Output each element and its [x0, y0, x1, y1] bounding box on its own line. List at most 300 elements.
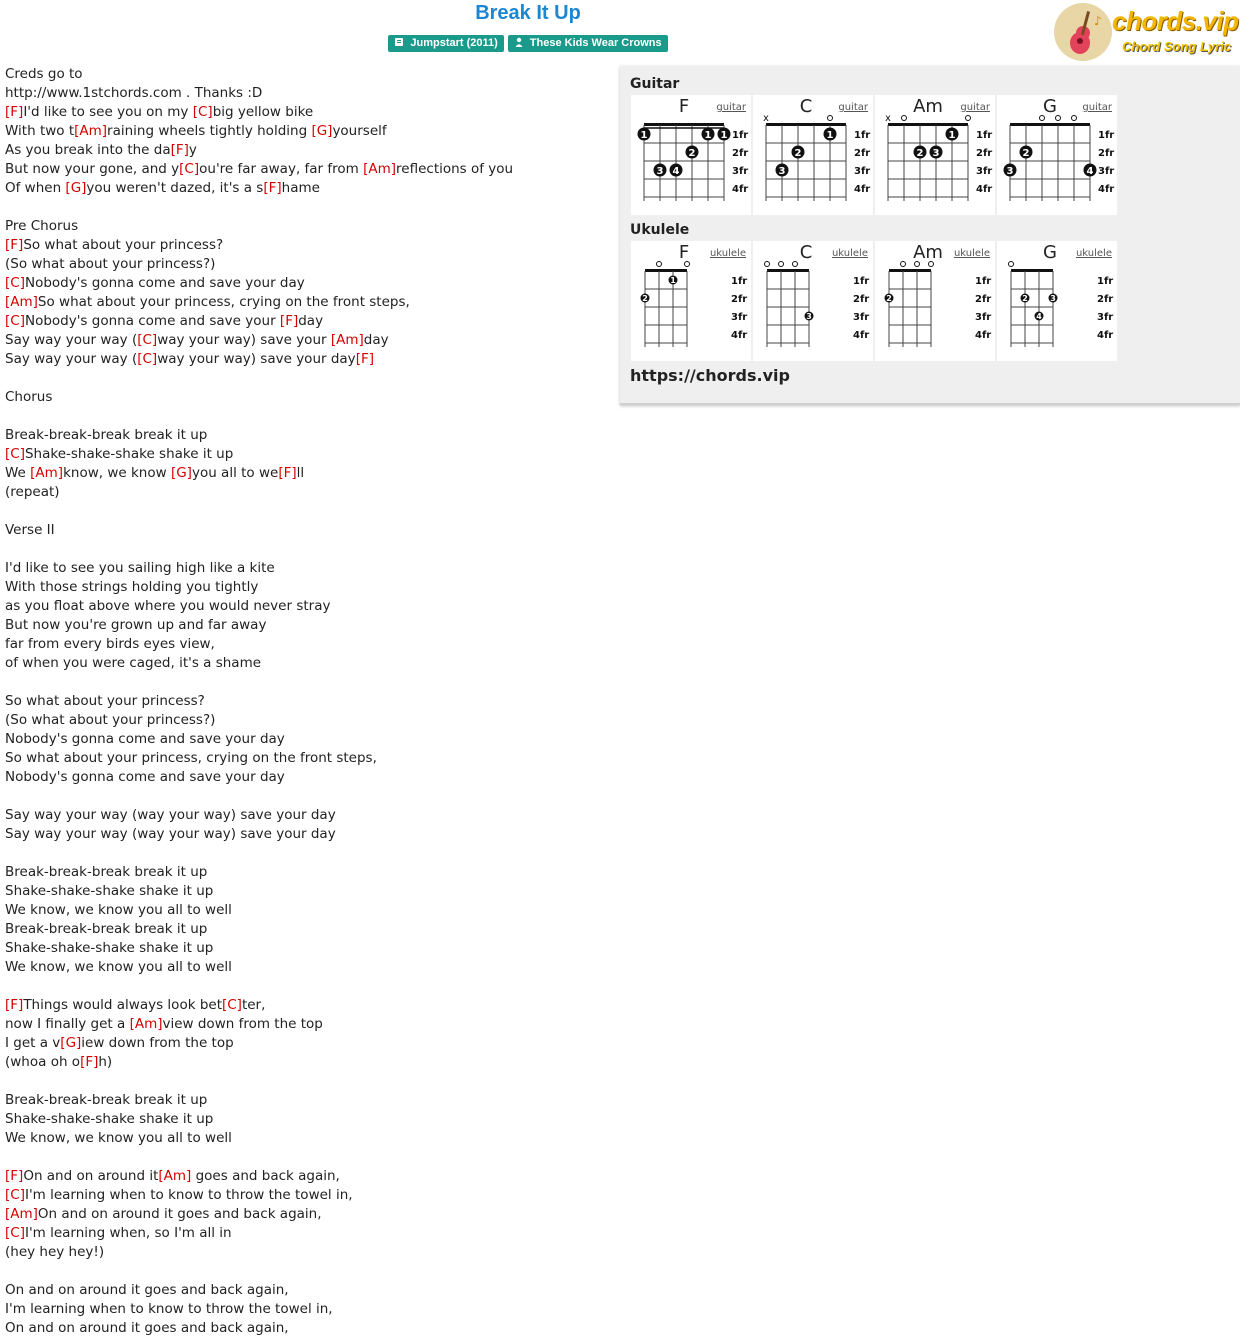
chord-marker[interactable]: [F]	[5, 1168, 24, 1184]
muted-string-marker: x	[763, 113, 769, 124]
lyric-line	[5, 616, 610, 635]
lyric-text: I'm learning when to know to throw the towel in,	[24, 1187, 353, 1203]
fret-label: 4fr	[731, 330, 748, 341]
chord-name: F	[678, 242, 690, 263]
lyric-line	[5, 331, 610, 350]
chord-name: C	[799, 242, 813, 263]
lyric-line	[5, 65, 610, 84]
logo-tagline: Chord Song Lyric	[1122, 39, 1232, 54]
open-string-marker	[765, 262, 770, 267]
lyric-blank-line	[5, 1072, 610, 1091]
open-string-marker	[1056, 116, 1061, 121]
lyric-blank-line	[5, 844, 610, 863]
lyric-text: Pre Chorus	[5, 218, 79, 234]
chord-marker[interactable]: [F]	[5, 104, 24, 120]
chord-marker[interactable]: [G]	[311, 123, 333, 139]
lyric-text: Break-break-break break it up	[5, 864, 208, 880]
chord-marker[interactable]: [C]	[192, 104, 213, 120]
muted-string-marker: x	[885, 113, 891, 124]
chord-marker[interactable]: [C]	[5, 275, 25, 291]
chord-name: C	[799, 96, 813, 117]
lyric-text: As you break into the da	[5, 142, 171, 158]
finger-number: 2	[1022, 148, 1030, 159]
lyric-text: ll	[296, 465, 305, 481]
lyric-text: Shake-shake-shake shake it up	[24, 446, 234, 462]
chord-marker[interactable]: [G]	[170, 465, 192, 481]
guitar-heading: Guitar	[630, 76, 680, 92]
fret-label: 3fr	[731, 312, 748, 323]
guitar-chord-card-am[interactable]	[875, 95, 995, 215]
nut	[889, 269, 931, 272]
fret-label: 1fr	[853, 276, 870, 287]
finger-number: 2	[794, 148, 802, 159]
finger-number: 4	[1036, 312, 1042, 321]
finger-number: 2	[642, 294, 648, 303]
lyric-text: On and on around it goes and back again,	[5, 1320, 289, 1336]
lyric-text: iew down from the top	[81, 1035, 234, 1051]
chord-marker[interactable]: [Am]	[330, 332, 364, 348]
chord-marker[interactable]: [C]	[5, 1187, 25, 1203]
chord-name: G	[1043, 96, 1057, 117]
fret-label: 2fr	[853, 294, 870, 305]
finger-number: 3	[1006, 166, 1014, 177]
lyric-text: We know, we know you all to well	[5, 902, 232, 918]
chord-marker[interactable]: [F]	[279, 313, 299, 329]
lyric-text: So what about your princess?	[23, 237, 224, 253]
album-badge[interactable]	[388, 35, 503, 52]
lyric-text: Break-break-break break it up	[5, 1092, 208, 1108]
lyric-blank-line	[5, 977, 610, 996]
lyric-line	[5, 863, 610, 882]
open-string-marker	[902, 116, 907, 121]
chord-marker[interactable]: [F]	[170, 142, 189, 158]
lyric-line	[5, 236, 610, 255]
fret-label: 1fr	[1098, 130, 1115, 141]
lyric-text: goes and back again,	[191, 1168, 340, 1184]
svg-text:♪: ♪	[1094, 14, 1102, 28]
lyric-text: Of when	[5, 180, 66, 196]
lyric-text: On and on around it goes and back again,	[37, 1206, 322, 1222]
guitar-chord-diagram	[631, 95, 751, 215]
lyric-line	[5, 920, 610, 939]
instrument-link[interactable]: ukulele	[831, 248, 868, 259]
lyric-line	[5, 559, 610, 578]
lyric-text: Shake-shake-shake shake it up	[5, 1111, 214, 1127]
lyric-line	[5, 122, 610, 141]
lyric-text: Nobody's gonna come and save your	[24, 313, 280, 329]
guitar-chord-card-c[interactable]	[753, 95, 873, 215]
lyric-text: of when you were caged, it's a shame	[5, 655, 262, 671]
lyric-line	[5, 692, 610, 711]
lyric-text: But now you're grown up and far away	[5, 617, 267, 633]
lyric-line	[5, 1224, 610, 1243]
chord-marker[interactable]: [Am]	[5, 294, 38, 310]
site-logo[interactable]	[1054, 3, 1238, 63]
lyric-line	[5, 1300, 610, 1319]
fret-label: 1fr	[731, 276, 748, 287]
finger-number: 2	[916, 148, 924, 159]
lyric-line	[5, 939, 610, 958]
lyric-blank-line	[5, 540, 610, 559]
nut	[766, 123, 846, 126]
lyric-line	[5, 1015, 610, 1034]
finger-number: 1	[720, 130, 728, 141]
ukulele-chord-card-f[interactable]	[631, 241, 751, 361]
lyric-text: We know, we know you all to well	[5, 1130, 232, 1146]
finger-number: 4	[1086, 166, 1094, 177]
lyric-text: far from every birds eyes view,	[5, 636, 215, 652]
finger-number: 4	[672, 166, 680, 177]
lyric-text: On and on around it	[23, 1168, 159, 1184]
open-string-marker	[657, 262, 662, 267]
lyric-text: I'm learning when, so I'm all in	[24, 1225, 232, 1241]
lyric-text: Say way your way (way your way) save your day	[5, 826, 336, 842]
lyric-line	[5, 103, 610, 122]
lyric-line	[5, 141, 610, 160]
lyric-line	[5, 1205, 610, 1224]
nut	[1010, 123, 1090, 126]
lyric-text: I get a v	[5, 1035, 61, 1051]
lyric-text: So what about your princess, crying on the front steps,	[5, 750, 377, 766]
lyric-text: ter,	[241, 997, 266, 1013]
song-badges	[0, 35, 1056, 52]
lyric-text: h)	[98, 1054, 113, 1070]
lyric-text: I'd like to see you sailing high like a kite	[5, 560, 275, 576]
lyric-line	[5, 1186, 610, 1205]
chord-marker[interactable]: [Am]	[158, 1168, 192, 1184]
instrument-link[interactable]: guitar	[1082, 102, 1112, 113]
chord-marker[interactable]: [C]	[179, 161, 200, 177]
lyric-blank-line	[5, 407, 610, 426]
lyric-blank-line	[5, 673, 610, 692]
lyric-line	[5, 312, 610, 331]
lyric-text: Nobody's gonna come and save your day	[5, 769, 285, 785]
finger-number: 1	[640, 130, 648, 141]
finger-number: 1	[826, 130, 834, 141]
instrument-link[interactable]: ukulele	[709, 248, 746, 259]
finger-number: 1	[704, 130, 712, 141]
lyric-text: Say way your way (	[5, 332, 138, 348]
logo-brand: chords.vip	[1112, 6, 1239, 36]
lyric-line	[5, 597, 610, 616]
lyric-text: But now your gone, and y	[5, 161, 180, 177]
lyric-line	[5, 179, 610, 198]
open-string-marker	[1009, 262, 1014, 267]
finger-number: 3	[1050, 294, 1056, 303]
lyric-line	[5, 901, 610, 920]
lyric-line	[5, 882, 610, 901]
lyric-text: way your way) save your day	[157, 351, 356, 367]
finger-number: 3	[656, 166, 664, 177]
lyric-line	[5, 749, 610, 768]
artist-badge[interactable]	[508, 35, 668, 52]
lyric-line	[5, 426, 610, 445]
instrument-link[interactable]: ukulele	[953, 248, 990, 259]
lyric-text: We	[5, 465, 31, 481]
ukulele-chord-diagram	[631, 241, 751, 361]
lyric-line	[5, 635, 610, 654]
open-string-marker	[828, 116, 833, 121]
lyric-text: With two t	[5, 123, 75, 139]
instrument-link[interactable]: guitar	[716, 102, 746, 113]
lyric-text: raining wheels tightly holding	[107, 123, 312, 139]
ukulele-chord-card-g[interactable]	[997, 241, 1117, 361]
lyric-text: ou're far away, far from	[199, 161, 364, 177]
lyric-text: Break-break-break break it up	[5, 921, 208, 937]
fret-label: 3fr	[853, 312, 870, 323]
lyric-line	[5, 806, 610, 825]
finger-number: 2	[1022, 294, 1028, 303]
chord-marker[interactable]: [C]	[5, 1225, 25, 1241]
nut	[1011, 269, 1053, 272]
chord-marker[interactable]: [C]	[137, 351, 158, 367]
chord-marker[interactable]: [F]	[263, 180, 282, 196]
lyric-text: Say way your way (way your way) save your day	[5, 807, 336, 823]
lyric-text: yourself	[332, 123, 387, 139]
user-icon	[514, 37, 524, 47]
lyric-line	[5, 1129, 610, 1148]
fret-label: 3fr	[976, 166, 993, 177]
fret-label: 2fr	[976, 148, 993, 159]
chord-marker[interactable]: [Am]	[129, 1016, 163, 1032]
fret-label: 3fr	[1097, 312, 1114, 323]
lyric-text: know, we know	[63, 465, 171, 481]
chord-marker[interactable]: [Am]	[5, 1206, 38, 1222]
lyric-line	[5, 768, 610, 787]
lyric-text: Creds go to	[5, 66, 83, 82]
lyric-text: Say way your way (	[5, 351, 138, 367]
lyric-line	[5, 730, 610, 749]
lyric-text: (repeat)	[5, 484, 60, 500]
lyric-text: (So what about your princess?)	[5, 256, 216, 272]
lyric-line	[5, 445, 610, 464]
fret-label: 1fr	[854, 130, 871, 141]
lyric-text: We know, we know you all to well	[5, 959, 232, 975]
lyric-blank-line	[5, 787, 610, 806]
lyric-text: big yellow bike	[212, 104, 314, 120]
ukulele-chord-diagram	[997, 241, 1117, 361]
instrument-link[interactable]: guitar	[960, 102, 990, 113]
ukulele-chord-card-c[interactable]	[753, 241, 873, 361]
lyric-text: day	[298, 313, 324, 329]
fret-label: 4fr	[854, 184, 871, 195]
finger-number: 1	[948, 130, 956, 141]
lyric-text: Nobody's gonna come and save your day	[24, 275, 305, 291]
finger-number: 3	[806, 312, 812, 321]
chord-name: F	[678, 96, 690, 117]
fret-label: 3fr	[854, 166, 871, 177]
lyric-blank-line	[5, 1148, 610, 1167]
lyric-line	[5, 958, 610, 977]
lyrics-body	[5, 65, 610, 1338]
lyric-line	[5, 464, 610, 483]
fret-label: 4fr	[975, 330, 992, 341]
chord-marker[interactable]: [C]	[5, 446, 25, 462]
fret-label: 3fr	[975, 312, 992, 323]
fret-label: 2fr	[975, 294, 992, 305]
lyric-line	[5, 1034, 610, 1053]
lyric-blank-line	[5, 1262, 610, 1281]
album-badge-label: Jumpstart (2011)	[410, 37, 498, 49]
lyric-line	[5, 521, 610, 540]
lyric-text: So what about your princess?	[5, 693, 205, 709]
lyric-text: day	[363, 332, 389, 348]
lyric-text: you all to we	[191, 465, 279, 481]
guitar-chord-card-g[interactable]	[997, 95, 1117, 215]
lyric-line	[5, 255, 610, 274]
lyric-text: Nobody's gonna come and save your day	[5, 731, 285, 747]
nut	[767, 269, 809, 272]
lyric-line	[5, 578, 610, 597]
lyric-blank-line	[5, 369, 610, 388]
lyric-text: reflections of you	[396, 161, 514, 177]
chord-marker[interactable]: [C]	[221, 997, 242, 1013]
artist-badge-label: These Kids Wear Crowns	[529, 37, 662, 49]
fret-label: 4fr	[976, 184, 993, 195]
ukulele-chord-diagram	[753, 241, 873, 361]
lyric-line	[5, 1319, 610, 1338]
finger-number: 3	[778, 166, 786, 177]
lyric-line	[5, 711, 610, 730]
chord-marker[interactable]: [Am]	[30, 465, 64, 481]
instrument-link[interactable]: ukulele	[1075, 248, 1112, 259]
finger-number: 3	[932, 148, 940, 159]
fret-label: 2fr	[1098, 148, 1115, 159]
chord-name: Am	[913, 242, 943, 263]
chord-name: Am	[913, 96, 943, 117]
lyric-line	[5, 350, 610, 369]
lyric-line	[5, 84, 610, 103]
book-icon	[394, 37, 404, 47]
lyric-text: Break-break-break break it up	[5, 427, 208, 443]
chord-marker[interactable]: [G]	[60, 1035, 82, 1051]
nut	[645, 269, 687, 272]
lyric-line	[5, 996, 610, 1015]
lyric-text: I'd like to see you on my	[23, 104, 193, 120]
fret-label: 1fr	[975, 276, 992, 287]
lyric-text: Shake-shake-shake shake it up	[5, 883, 214, 899]
fret-label: 2fr	[854, 148, 871, 159]
lyric-line	[5, 217, 610, 236]
chord-marker[interactable]: [Am]	[363, 161, 397, 177]
lyric-line	[5, 483, 610, 502]
fret-label: 2fr	[732, 148, 749, 159]
guitar-chord-diagram	[875, 95, 995, 215]
chord-marker[interactable]: [Am]	[74, 123, 108, 139]
lyric-text: So what about your princess, crying on the front steps,	[37, 294, 410, 310]
fret-label: 2fr	[731, 294, 748, 305]
lyric-text: (whoa oh o	[5, 1054, 81, 1070]
finger-number: 2	[886, 294, 892, 303]
nut	[888, 123, 968, 126]
lyric-line	[5, 388, 610, 407]
lyric-text: way your way) save your	[157, 332, 331, 348]
lyric-text: Things would always look bet	[23, 997, 222, 1013]
chord-marker[interactable]: [G]	[65, 180, 87, 196]
lyric-text: hame	[281, 180, 320, 196]
lyric-text: (hey hey hey!)	[5, 1244, 105, 1260]
ukulele-heading: Ukulele	[630, 222, 690, 238]
fret-label: 1fr	[1097, 276, 1114, 287]
chord-marker[interactable]: [C]	[137, 332, 158, 348]
open-string-marker	[966, 116, 971, 121]
lyric-line	[5, 293, 610, 312]
lyric-text: I'm learning when to know to throw the towel in,	[5, 1301, 333, 1317]
guitar-chord-card-f[interactable]	[631, 95, 751, 215]
lyric-line	[5, 654, 610, 673]
lyric-text: Chorus	[5, 389, 53, 405]
ukulele-chord-card-am[interactable]	[875, 241, 995, 361]
lyric-line	[5, 1053, 610, 1072]
lyric-text: With those strings holding you tightly	[5, 579, 259, 595]
guitar-logo-icon	[1054, 3, 1112, 61]
lyric-text: Shake-shake-shake shake it up	[5, 940, 214, 956]
fret-label: 3fr	[732, 166, 749, 177]
chord-marker[interactable]: [F]	[5, 997, 24, 1013]
chord-marker[interactable]: [F]	[278, 465, 297, 481]
lyric-line	[5, 1110, 610, 1129]
lyric-text: now I finally get a	[5, 1016, 130, 1032]
instrument-link[interactable]: guitar	[838, 102, 868, 113]
fret-label: 4fr	[732, 184, 749, 195]
lyric-line	[5, 1091, 610, 1110]
lyric-line	[5, 1243, 610, 1262]
lyric-line	[5, 1167, 610, 1186]
open-string-marker	[901, 262, 906, 267]
fret-label: 1fr	[976, 130, 993, 141]
fret-label: 1fr	[732, 130, 749, 141]
lyric-line	[5, 274, 610, 293]
lyric-text: http://www.1stchords.com . Thanks :D	[5, 85, 263, 101]
logo-disc	[1054, 3, 1112, 61]
lyric-text: (So what about your princess?)	[5, 712, 216, 728]
chord-name: G	[1043, 242, 1057, 263]
chord-marker[interactable]: [F]	[355, 351, 374, 367]
fret-label: 3fr	[1098, 166, 1115, 177]
lyric-text: y	[188, 142, 197, 158]
fret-label: 2fr	[1097, 294, 1114, 305]
fret-label: 4fr	[1097, 330, 1114, 341]
lyric-text: On and on around it goes and back again,	[5, 1282, 289, 1298]
chord-marker[interactable]: [F]	[80, 1054, 99, 1070]
open-string-marker	[793, 262, 798, 267]
open-string-marker	[1040, 116, 1045, 121]
lyric-line	[5, 160, 610, 179]
site-url[interactable]: https://chords.vip	[630, 366, 790, 385]
guitar-chord-diagram	[997, 95, 1117, 215]
finger-number: 1	[670, 276, 676, 285]
lyric-text: you weren't dazed, it's a s	[86, 180, 264, 196]
lyric-text: Verse II	[5, 522, 55, 538]
chord-marker[interactable]: [C]	[5, 313, 25, 329]
lyric-line	[5, 825, 610, 844]
lyric-text: view down from the top	[162, 1016, 323, 1032]
fret-label: 4fr	[1098, 184, 1115, 195]
open-string-marker	[779, 262, 784, 267]
lyric-blank-line	[5, 198, 610, 217]
fret-label: 4fr	[853, 330, 870, 341]
chord-marker[interactable]: [F]	[5, 237, 24, 253]
ukulele-chord-diagram	[875, 241, 995, 361]
guitar-chord-diagram	[753, 95, 873, 215]
lyric-blank-line	[5, 502, 610, 521]
lyric-text: as you float above where you would never stray	[5, 598, 331, 614]
song-title: Break It Up	[475, 2, 581, 24]
open-string-marker	[1072, 116, 1077, 121]
lyric-line	[5, 1281, 610, 1300]
nut	[644, 123, 724, 126]
finger-number: 2	[688, 148, 696, 159]
